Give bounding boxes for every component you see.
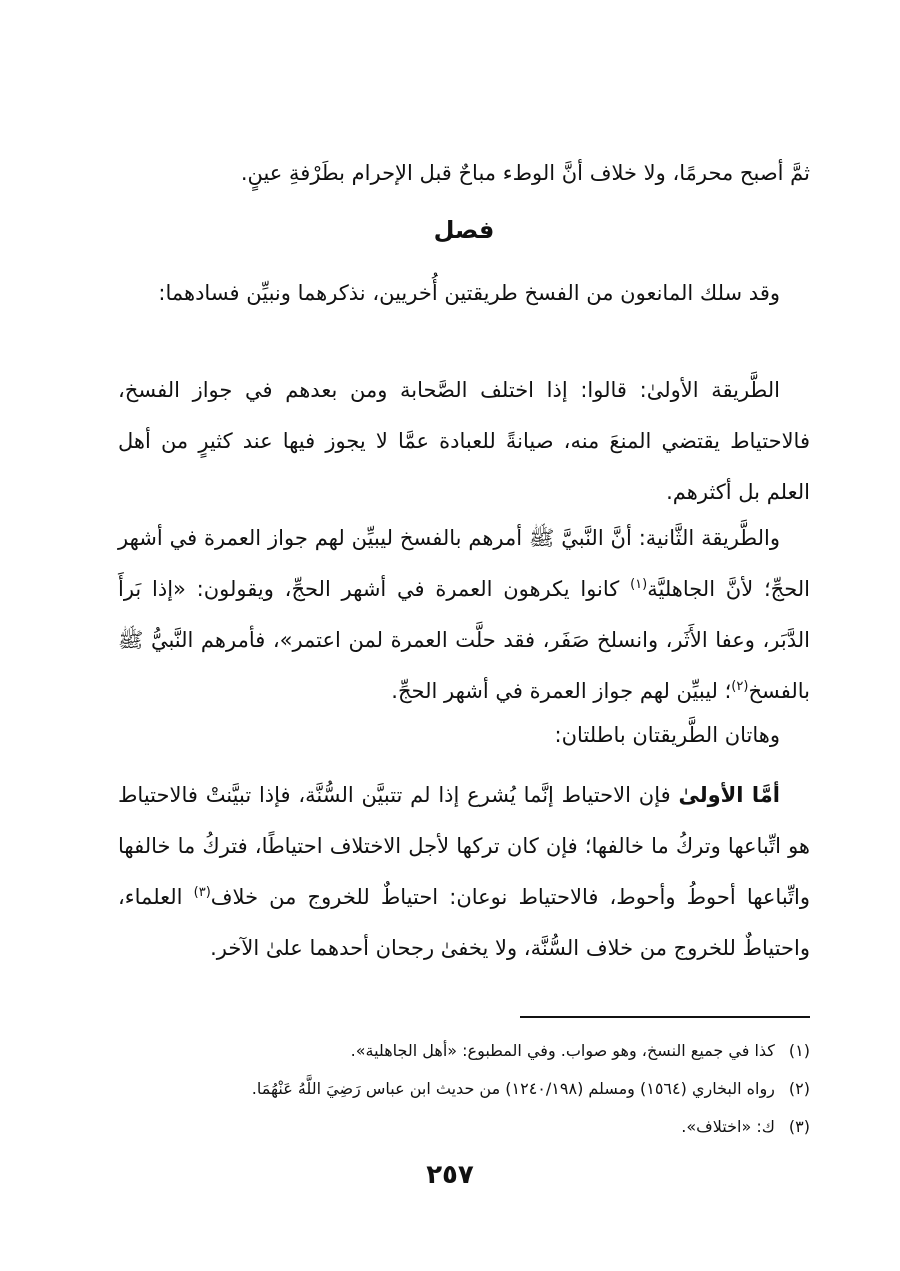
footnote-1-number: (١) xyxy=(788,1041,810,1060)
first-method-label: الطَّريقة الأولىٰ: xyxy=(639,378,780,402)
paragraph-refutation-text xyxy=(118,770,810,974)
paragraph-second-method-text xyxy=(118,513,810,717)
footnote-separator xyxy=(520,1016,810,1018)
paragraph-intro-text: وقد سلك المانعون من الفسخ طريقتين أُخريين، نذكرهما ونبيِّن فسادهما: xyxy=(158,281,780,305)
footnote-ref-2[interactable]: (٢) xyxy=(731,679,749,694)
footnote-3-text: ك: «اختلاف». xyxy=(681,1117,775,1136)
paragraph-first-method-text xyxy=(118,365,810,518)
opening-line xyxy=(118,148,810,199)
paragraph-second-method xyxy=(118,513,810,717)
refutation-part-2: العلماء، واحتياطٌ للخروج من خلاف السُّنَّة، ولا يخفىٰ رجحان أحدهما علىٰ الآخر. xyxy=(118,885,810,960)
second-method-part-1: والطَّريقة الثَّانية: أنَّ النَّبيَّ ﷺ أمرهم بالفسخ ليبيِّن لهم جواز العمرة في أشهر الحجِّ؛ لأنَّ الجاهليَّة xyxy=(118,526,810,601)
footnote-ref-1[interactable]: (١) xyxy=(630,577,648,592)
footnotes xyxy=(118,1032,810,1146)
second-method-part-3: ؛ ليبيِّن لهم جواز العمرة في أشهر الحجِّ. xyxy=(391,679,732,703)
footnote-1 xyxy=(118,1032,810,1070)
paragraph-both-invalid xyxy=(118,710,810,761)
footnote-2-number: (٢) xyxy=(788,1079,810,1098)
first-method-body: قالوا: إذا اختلف الصَّحابة ومن بعدهم في جواز الفسخ، فالاحتياط يقتضي المنعَ منه، صيانةً للعبادة عمَّا لا يجوز فيها عند كثيرٍ من أهل العلم بل أكثرهم. xyxy=(118,378,810,504)
section-heading: فصل xyxy=(433,216,495,244)
footnote-3-number: (٣) xyxy=(788,1117,810,1136)
refutation-part-1: فإن الاحتياط إنَّما يُشرع إذا لم تتبيَّن السُّنَّة، فإذا تبيَّنتْ فالاحتياط هو اتِّباعها وتركُ ما خالفها؛ فإن كان تركها لأجل الاختلاف احتياطًا، فتركُ ما خالفها واتِّباعها أحوطُ وأحوط، فالاحتياط نوعان: احتياطٌ للخروج من خلاف xyxy=(118,783,810,909)
footnote-3 xyxy=(118,1108,810,1146)
paragraph-refutation xyxy=(118,770,810,974)
page-number: ٢٥٧ xyxy=(426,1160,474,1190)
opening-line-text: ثمَّ أصبح محرمًا، ولا خلاف أنَّ الوطء مباحٌ قبل الإحرام بطَرْفةِ عينٍ. xyxy=(240,161,810,185)
refutation-label: أمَّا الأولىٰ xyxy=(678,783,780,807)
second-method-part-2: كانوا يكرهون العمرة في أشهر الحجِّ، ويقولون: «إذا بَرأَ الدَّبَر، وعفا الأَثَر، وانسلخ صَفَر، فقد حلَّت العمرة لمن اعتمر»، فأمرهم النَّبيُّ ﷺ بالفسخ xyxy=(118,577,810,703)
footnote-2-text: رواه البخاري (١٥٦٤) ومسلم (١٢٤٠/١٩٨) من حديث ابن عباس رَضِيَ اللَّهُ عَنْهُمَا. xyxy=(251,1079,775,1098)
paragraph-first-method xyxy=(118,365,810,518)
paragraph-intro xyxy=(118,268,810,319)
paragraph-both-invalid-text: وهاتان الطَّريقتان باطلتان: xyxy=(554,723,780,747)
footnote-2 xyxy=(118,1070,810,1108)
footnote-ref-3[interactable]: (٣) xyxy=(193,885,211,900)
footnote-1-text: كذا في جميع النسخ، وهو صواب. وفي المطبوع: «أهل الجاهلية». xyxy=(350,1041,775,1060)
